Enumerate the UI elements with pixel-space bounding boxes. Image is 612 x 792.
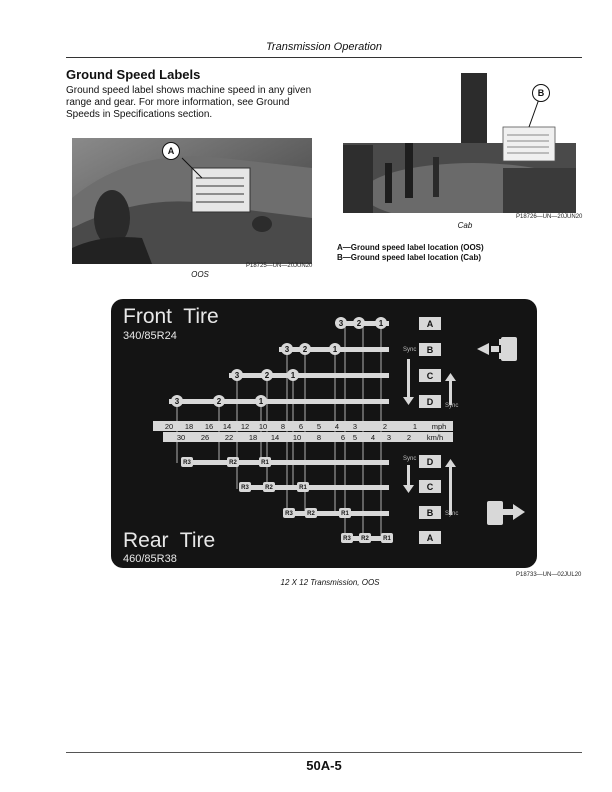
svg-text:R2: R2 bbox=[229, 460, 237, 466]
kmh-value: 26 bbox=[200, 433, 210, 442]
rear-tire-title: Rear Tire bbox=[123, 529, 216, 552]
svg-text:R1: R1 bbox=[261, 460, 269, 466]
ground-speed-label bbox=[111, 299, 537, 568]
oos-photo bbox=[72, 138, 312, 264]
kmh-value: 4 bbox=[370, 433, 376, 442]
rear-tire-size: 460/85R38 bbox=[123, 553, 177, 565]
svg-text:R2: R2 bbox=[265, 485, 273, 491]
mph-value: 14 bbox=[222, 422, 232, 431]
rev-bar-d bbox=[183, 460, 389, 465]
kmh-value: 18 bbox=[248, 433, 258, 442]
sync-label: Sync bbox=[445, 403, 459, 409]
mph-unit: mph bbox=[431, 422, 447, 431]
svg-text:3: 3 bbox=[234, 371, 240, 380]
mph-value: 5 bbox=[316, 422, 322, 431]
chart-caption: 12 X 12 Transmission, OOS bbox=[280, 578, 380, 587]
mph-value: 18 bbox=[184, 422, 194, 431]
mph-value: 12 bbox=[240, 422, 250, 431]
svg-text:3: 3 bbox=[338, 319, 344, 328]
svg-text:1: 1 bbox=[378, 319, 384, 328]
oos-figure-id: P18725—UN—20JUN20 bbox=[246, 263, 313, 269]
svg-text:R3: R3 bbox=[285, 511, 293, 517]
down-arrow-icon bbox=[407, 359, 410, 399]
fwd-bar-d bbox=[169, 399, 389, 404]
legend-a: A—Ground speed label location (OOS) bbox=[337, 243, 484, 252]
rev-bar-b bbox=[283, 511, 389, 516]
kmh-value: 10 bbox=[292, 433, 302, 442]
range-d-rev: D bbox=[426, 457, 434, 467]
front-tire-size: 340/85R24 bbox=[123, 330, 177, 342]
mph-value: 2 bbox=[382, 422, 388, 431]
mph-value: 10 bbox=[258, 422, 268, 431]
chart-figure-id: P18733—UN—02JUL20 bbox=[516, 572, 582, 578]
up-arrow-icon bbox=[449, 379, 452, 405]
gear-marker-a bbox=[335, 317, 387, 329]
mph-value: 6 bbox=[298, 422, 304, 431]
kmh-value: 2 bbox=[406, 433, 412, 442]
kmh-value: 5 bbox=[352, 433, 358, 442]
kmh-value: 14 bbox=[270, 433, 280, 442]
rev-marker-a bbox=[341, 533, 393, 543]
tractor-reverse-icon bbox=[487, 501, 525, 525]
rev-marker-b bbox=[283, 508, 351, 518]
down-arrow-icon bbox=[407, 465, 410, 485]
kmh-value: 22 bbox=[224, 433, 234, 442]
page-number: 50A-5 bbox=[306, 758, 342, 773]
kmh-unit: km/h bbox=[426, 433, 444, 442]
cab-caption: Cab bbox=[457, 221, 473, 230]
sync-label: Sync bbox=[403, 456, 417, 462]
sync-label: Sync bbox=[445, 511, 459, 517]
up-arrow-icon bbox=[449, 465, 452, 515]
svg-text:2: 2 bbox=[264, 371, 270, 380]
svg-text:R3: R3 bbox=[241, 485, 249, 491]
callout-a: A bbox=[162, 142, 180, 160]
header-rule bbox=[66, 57, 582, 58]
gear-marker-b bbox=[281, 343, 341, 355]
svg-text:1: 1 bbox=[332, 345, 338, 354]
svg-text:R2: R2 bbox=[361, 536, 369, 542]
svg-text:2: 2 bbox=[216, 397, 222, 406]
mph-value: 20 bbox=[164, 422, 174, 431]
kmh-value: 3 bbox=[386, 433, 392, 442]
svg-text:R2: R2 bbox=[307, 511, 315, 517]
sync-label: Sync bbox=[403, 347, 417, 353]
range-b-fwd: B bbox=[426, 345, 434, 355]
range-a-fwd: A bbox=[426, 319, 434, 329]
svg-text:3: 3 bbox=[174, 397, 180, 406]
rev-bar-c bbox=[239, 485, 389, 490]
kmh-value: 30 bbox=[176, 433, 186, 442]
svg-text:R1: R1 bbox=[383, 536, 391, 542]
svg-text:R1: R1 bbox=[341, 511, 349, 517]
front-tire-title: Front Tire bbox=[123, 305, 219, 328]
tractor-forward-icon bbox=[477, 337, 517, 361]
section-title: Ground Speed Labels bbox=[66, 67, 201, 82]
svg-text:1: 1 bbox=[258, 397, 264, 406]
running-header: Transmission Operation bbox=[266, 41, 382, 53]
range-a-rev: A bbox=[426, 533, 434, 543]
svg-text:2: 2 bbox=[302, 345, 308, 354]
cab-figure-id: P18726—UN—20JUN20 bbox=[516, 214, 583, 220]
oos-caption: OOS bbox=[191, 270, 209, 279]
figure-legend bbox=[337, 243, 484, 263]
range-b-rev: B bbox=[426, 508, 434, 518]
speed-label-graphic bbox=[111, 299, 537, 568]
svg-text:R3: R3 bbox=[343, 536, 351, 542]
mph-value: 16 bbox=[204, 422, 214, 431]
mph-value: 1 bbox=[412, 422, 418, 431]
svg-text:3: 3 bbox=[284, 345, 290, 354]
rev-marker-c bbox=[239, 482, 309, 492]
mph-value: 4 bbox=[334, 422, 340, 431]
svg-text:2: 2 bbox=[356, 319, 362, 328]
gear-marker-c bbox=[231, 369, 299, 381]
mph-value: 8 bbox=[280, 422, 286, 431]
svg-text:1: 1 bbox=[290, 371, 296, 380]
range-c-rev: C bbox=[426, 482, 434, 492]
kmh-value: 8 bbox=[316, 433, 322, 442]
fwd-bar-c bbox=[229, 373, 389, 378]
svg-text:R1: R1 bbox=[299, 485, 307, 491]
mph-value: 3 bbox=[352, 422, 358, 431]
section-body: Ground speed label shows machine speed in any given range and gear. For more information, see Ground Speeds in Specifications section. bbox=[66, 85, 312, 120]
svg-text:R3: R3 bbox=[183, 460, 191, 466]
range-d-fwd: D bbox=[426, 397, 434, 407]
kmh-value: 6 bbox=[340, 433, 346, 442]
range-c-fwd: C bbox=[426, 371, 434, 381]
footer-rule bbox=[66, 752, 582, 753]
callout-b: B bbox=[532, 84, 550, 102]
legend-b: B—Ground speed label location (Cab) bbox=[337, 253, 482, 262]
